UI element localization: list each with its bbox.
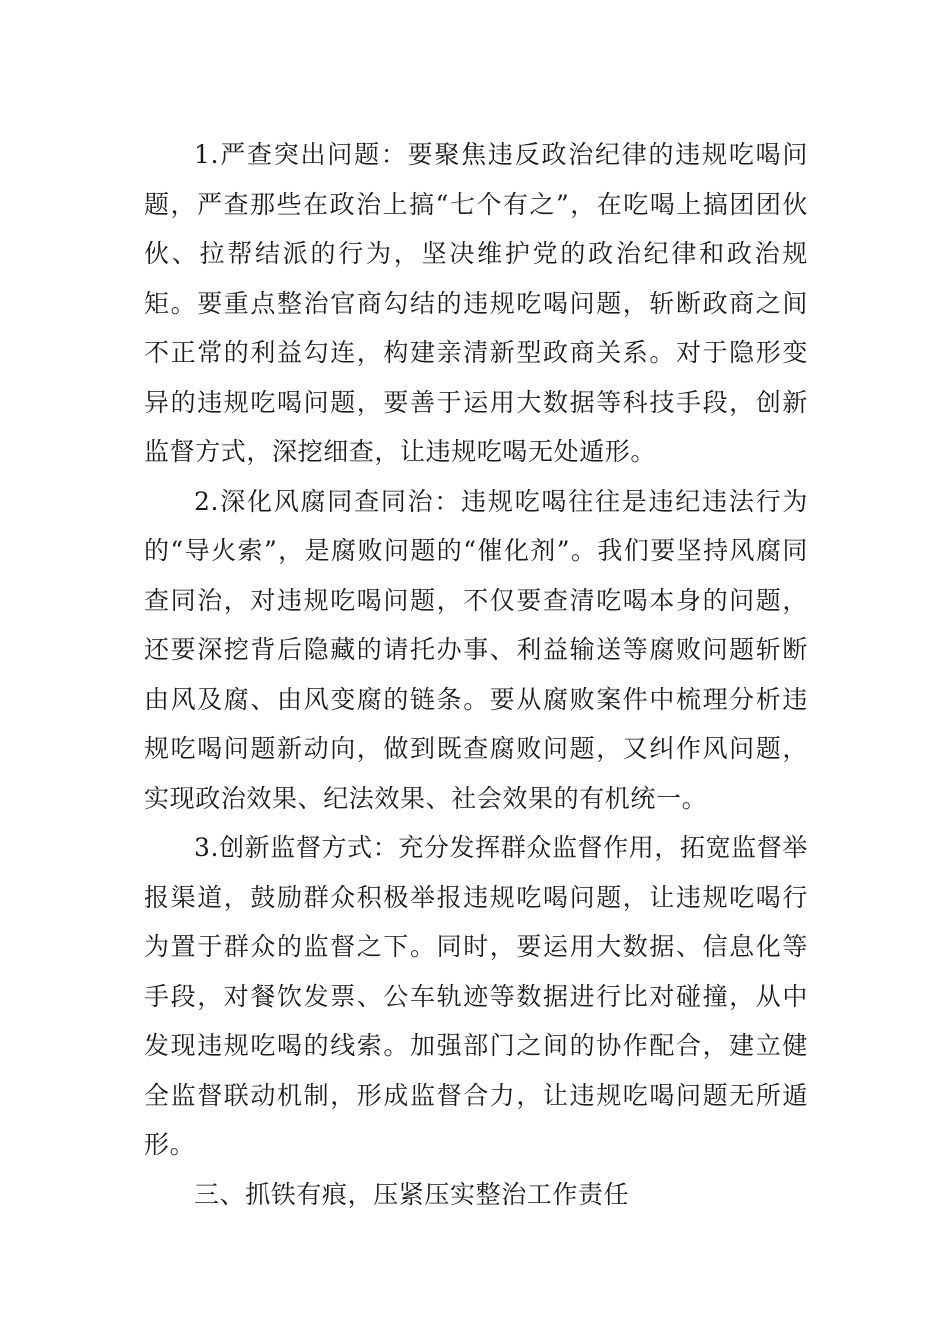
paragraph-3: 3.创新监督方式：充分发挥群众监督作用，拓宽监督举报渠道，鼓励群众积极举报违规吃喝问题，让违规吃喝行为置于群众的监督之下。同时，要运用大数据、信息化等手段，对餐饮发票、公车轨迹等数据进行比对碰撞，从中发现违规吃喝的线索。加强部门之间的协作配合，建立健全监督联动机制，形成监督合力，让违规吃喝问题无所遁形。 (144, 833, 808, 1159)
section-heading: 三、抓铁有痕，压紧压实整治工作责任 (194, 1179, 630, 1209)
paragraph-1: 1.严查突出问题：要聚焦违反政治纪律的违规吃喝问题，严查那些在政治上搞“七个有之”，在吃喝上搞团团伙伙、拉帮结派的行为，坚决维护党的政治纪律和政治规矩。要重点整治官商勾结的违规吃喝问题，斩断政商之间不正常的利益勾连，构建亲清新型政商关系。对于隐形变异的违规吃喝问题，要善于运用大数据等科技手段，创新监督方式，深挖细查，让违规吃喝无处遁形。 (144, 140, 808, 466)
paragraph-2: 2.深化风腐同查同治：违规吃喝往往是违纪违法行为的“导火索”，是腐败问题的“催化剂”。我们要坚持风腐同查同治，对违规吃喝问题，不仅要查清吃喝本身的问题，还要深挖背后隐藏的请托办事、利益输送等腐败问题斩断由风及腐、由风变腐的链条。要从腐败案件中梳理分析违规吃喝问题新动向，做到既查腐败问题，又纠作风问题，实现政治效果、纪法效果、社会效果的有机统一。 (144, 486, 808, 813)
document-body (144, 130, 808, 1219)
